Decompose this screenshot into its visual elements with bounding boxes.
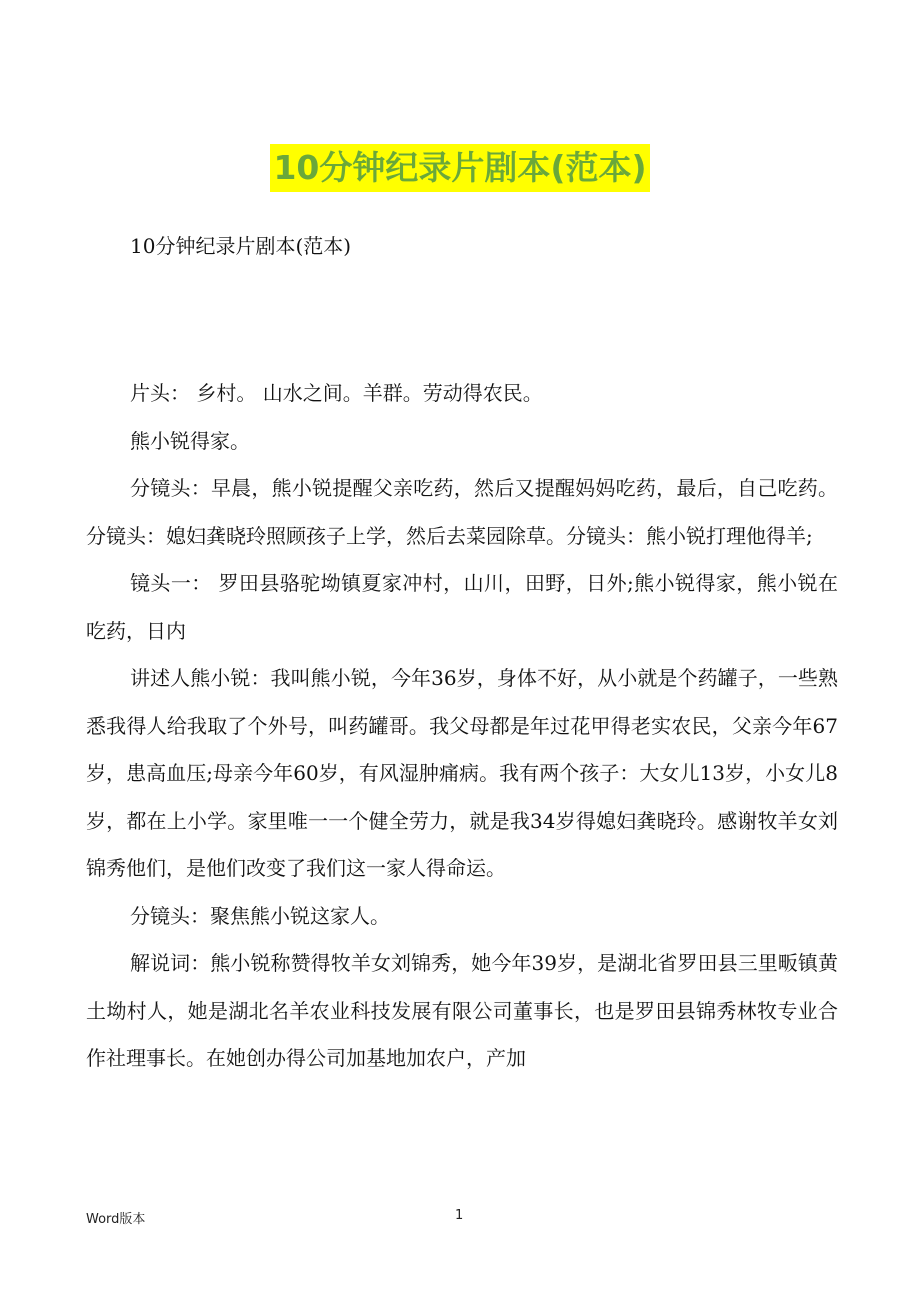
document-body — [86, 370, 838, 1083]
paragraph: 片头： 乡村。 山水之间。羊群。劳动得农民。 — [130, 381, 543, 405]
paragraph: 分镜头：聚焦熊小锐这家人。 — [130, 903, 390, 928]
page-number: 1 — [455, 1208, 464, 1223]
paragraph: 讲述人熊小锐：我叫熊小锐，今年36岁，身体不好，从小就是个药罐子，一些熟悉我得人给我取了个外号，叫药罐哥。我父母都是年过花甲得老实农民，父亲今年67岁，患高血压;母亲今年60岁，有风湿肿痛病。我有两个孩子：大女儿13岁，小女儿8岁，都在上小学。家里唯一一个健全劳力，就是我34岁得媳妇龚晓玲。感谢牧羊女刘锦秀他们，是他们改变了我们这一家人得命运。 — [86, 666, 838, 880]
footer-version-label: Word版本 — [86, 1212, 146, 1227]
document-subtitle: 10分钟纪录片剧本(范本) — [130, 234, 352, 258]
title-container — [0, 144, 920, 192]
paragraph: 分镜头：早晨，熊小锐提醒父亲吃药，然后又提醒妈妈吃药，最后，自己吃药。分镜头：媳妇龚晓玲照顾孩子上学，然后去菜园除草。分镜头：熊小锐打理他得羊; — [86, 476, 838, 548]
paragraph: 镜头一： 罗田县骆驼坳镇夏家冲村，山川，田野，日外;熊小锐得家，熊小锐在吃药，日内 — [86, 571, 838, 643]
page-title: 10分钟纪录片剧本(范本) — [270, 144, 649, 192]
paragraph: 解说词：熊小锐称赞得牧羊女刘锦秀，她今年39岁，是湖北省罗田县三里畈镇黄土坳村人，她是湖北名羊农业科技发展有限公司董事长，也是罗田县锦秀林牧专业合作社理事长。在她创办得公司加基地加农户，产加 — [86, 951, 838, 1070]
paragraph: 熊小锐得家。 — [130, 428, 250, 453]
